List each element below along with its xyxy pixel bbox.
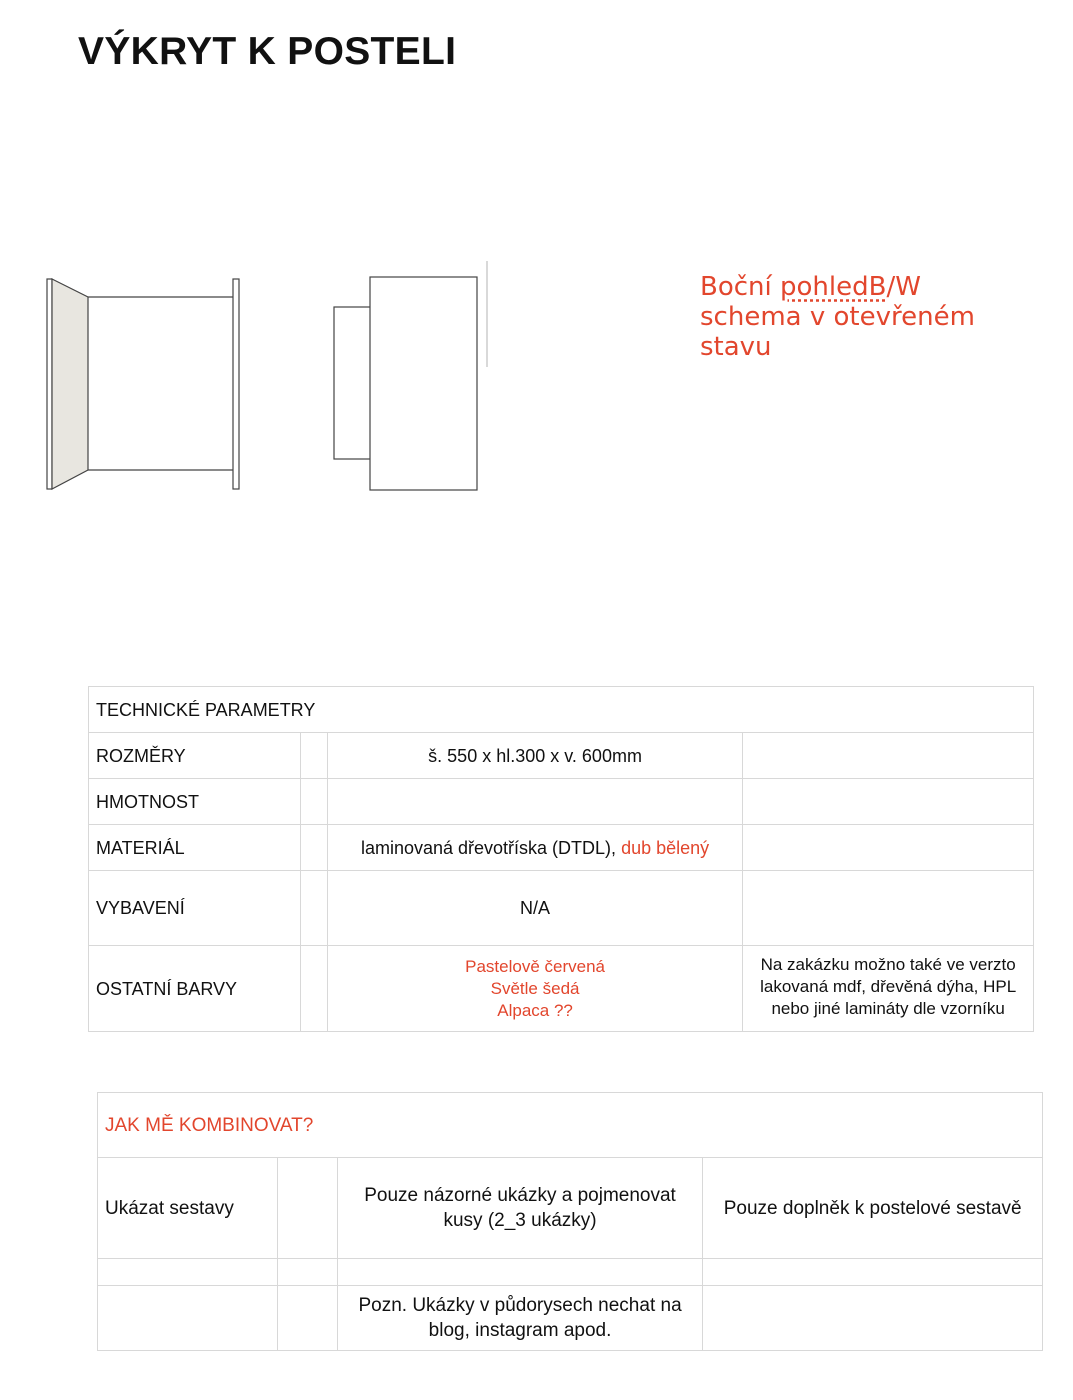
empty-cell — [300, 825, 327, 871]
page-title: VÝKRYT K POSTELI — [78, 30, 457, 73]
empty-cell — [300, 946, 327, 1032]
empty-cell — [98, 1259, 278, 1286]
empty-cell — [277, 1259, 337, 1286]
material-value: laminovaná dřevotříska (DTDL), dub bělený — [327, 825, 743, 871]
dimensions-value: š. 550 x hl.300 x v. 600mm — [327, 733, 743, 779]
empty-cell — [300, 871, 327, 946]
table-row — [98, 1158, 1043, 1259]
addon-cell: Pouze doplněk k postelové sestavě — [703, 1158, 1043, 1259]
spellcheck-word: pohledB — [780, 272, 887, 302]
empty-cell — [337, 1259, 703, 1286]
table-row — [89, 946, 1034, 1032]
color-list — [327, 946, 743, 1032]
table-header: TECHNICKÉ PARAMETRY — [89, 687, 1034, 733]
technical-drawing — [40, 255, 500, 500]
empty-cell — [743, 871, 1034, 946]
custom-order-note: Na zakázku možno také ve verzto lakovaná mdf, dřevěná dýha, HPL nebo jiné lamináty dle vzorníku — [760, 954, 1017, 1018]
empty-cell — [743, 779, 1034, 825]
row-label: Ukázat sestavy — [98, 1158, 278, 1259]
row-label: OSTATNÍ BARVY — [89, 946, 301, 1032]
side-view-closed — [334, 277, 477, 490]
table-header-row — [89, 687, 1034, 733]
cabinet-body — [370, 277, 477, 490]
empty-cell — [743, 733, 1034, 779]
table-header: JAK MĚ KOMBINOVAT? — [98, 1093, 1043, 1158]
equipment-value: N/A — [327, 871, 743, 946]
row-label: VYBAVENÍ — [89, 871, 301, 946]
table-row — [89, 779, 1034, 825]
technical-parameters-table — [88, 686, 1034, 1032]
table-row — [98, 1259, 1043, 1286]
table-header-row — [98, 1093, 1043, 1158]
row-label: MATERIÁL — [89, 825, 301, 871]
empty-cell — [300, 733, 327, 779]
empty-cell — [703, 1286, 1043, 1351]
color-item: Pastelově červená — [465, 956, 605, 976]
table-row — [89, 825, 1034, 871]
note-cell: Pozn. Ukázky v půdorysech nechat na blog, instagram apod. — [337, 1286, 703, 1351]
color-item: Světle šedá — [490, 978, 580, 998]
table-row — [89, 871, 1034, 946]
table-row — [89, 733, 1034, 779]
back-panel — [233, 279, 239, 489]
side-view-open — [47, 279, 239, 489]
examples-cell: Pouze názorné ukázky a pojmenovat kusy (2_3 ukázky) — [337, 1158, 703, 1259]
front-panel — [47, 279, 52, 489]
color-item: Alpaca ?? — [497, 1000, 573, 1020]
empty-cell — [743, 825, 1034, 871]
empty-cell — [327, 779, 743, 825]
table-row — [98, 1286, 1043, 1351]
empty-cell — [703, 1259, 1043, 1286]
empty-cell — [277, 1286, 337, 1351]
slanted-side — [52, 279, 88, 489]
drawing-note: Boční pohledB/W schema v otevřeném stavu — [700, 272, 975, 362]
empty-cell — [300, 779, 327, 825]
empty-cell — [98, 1286, 278, 1351]
front-drawer — [334, 307, 371, 459]
empty-cell — [277, 1158, 337, 1259]
row-label: HMOTNOST — [89, 779, 301, 825]
row-label: ROZMĚRY — [89, 733, 301, 779]
custom-order-cell — [743, 946, 1034, 1032]
combination-table — [97, 1092, 1043, 1351]
